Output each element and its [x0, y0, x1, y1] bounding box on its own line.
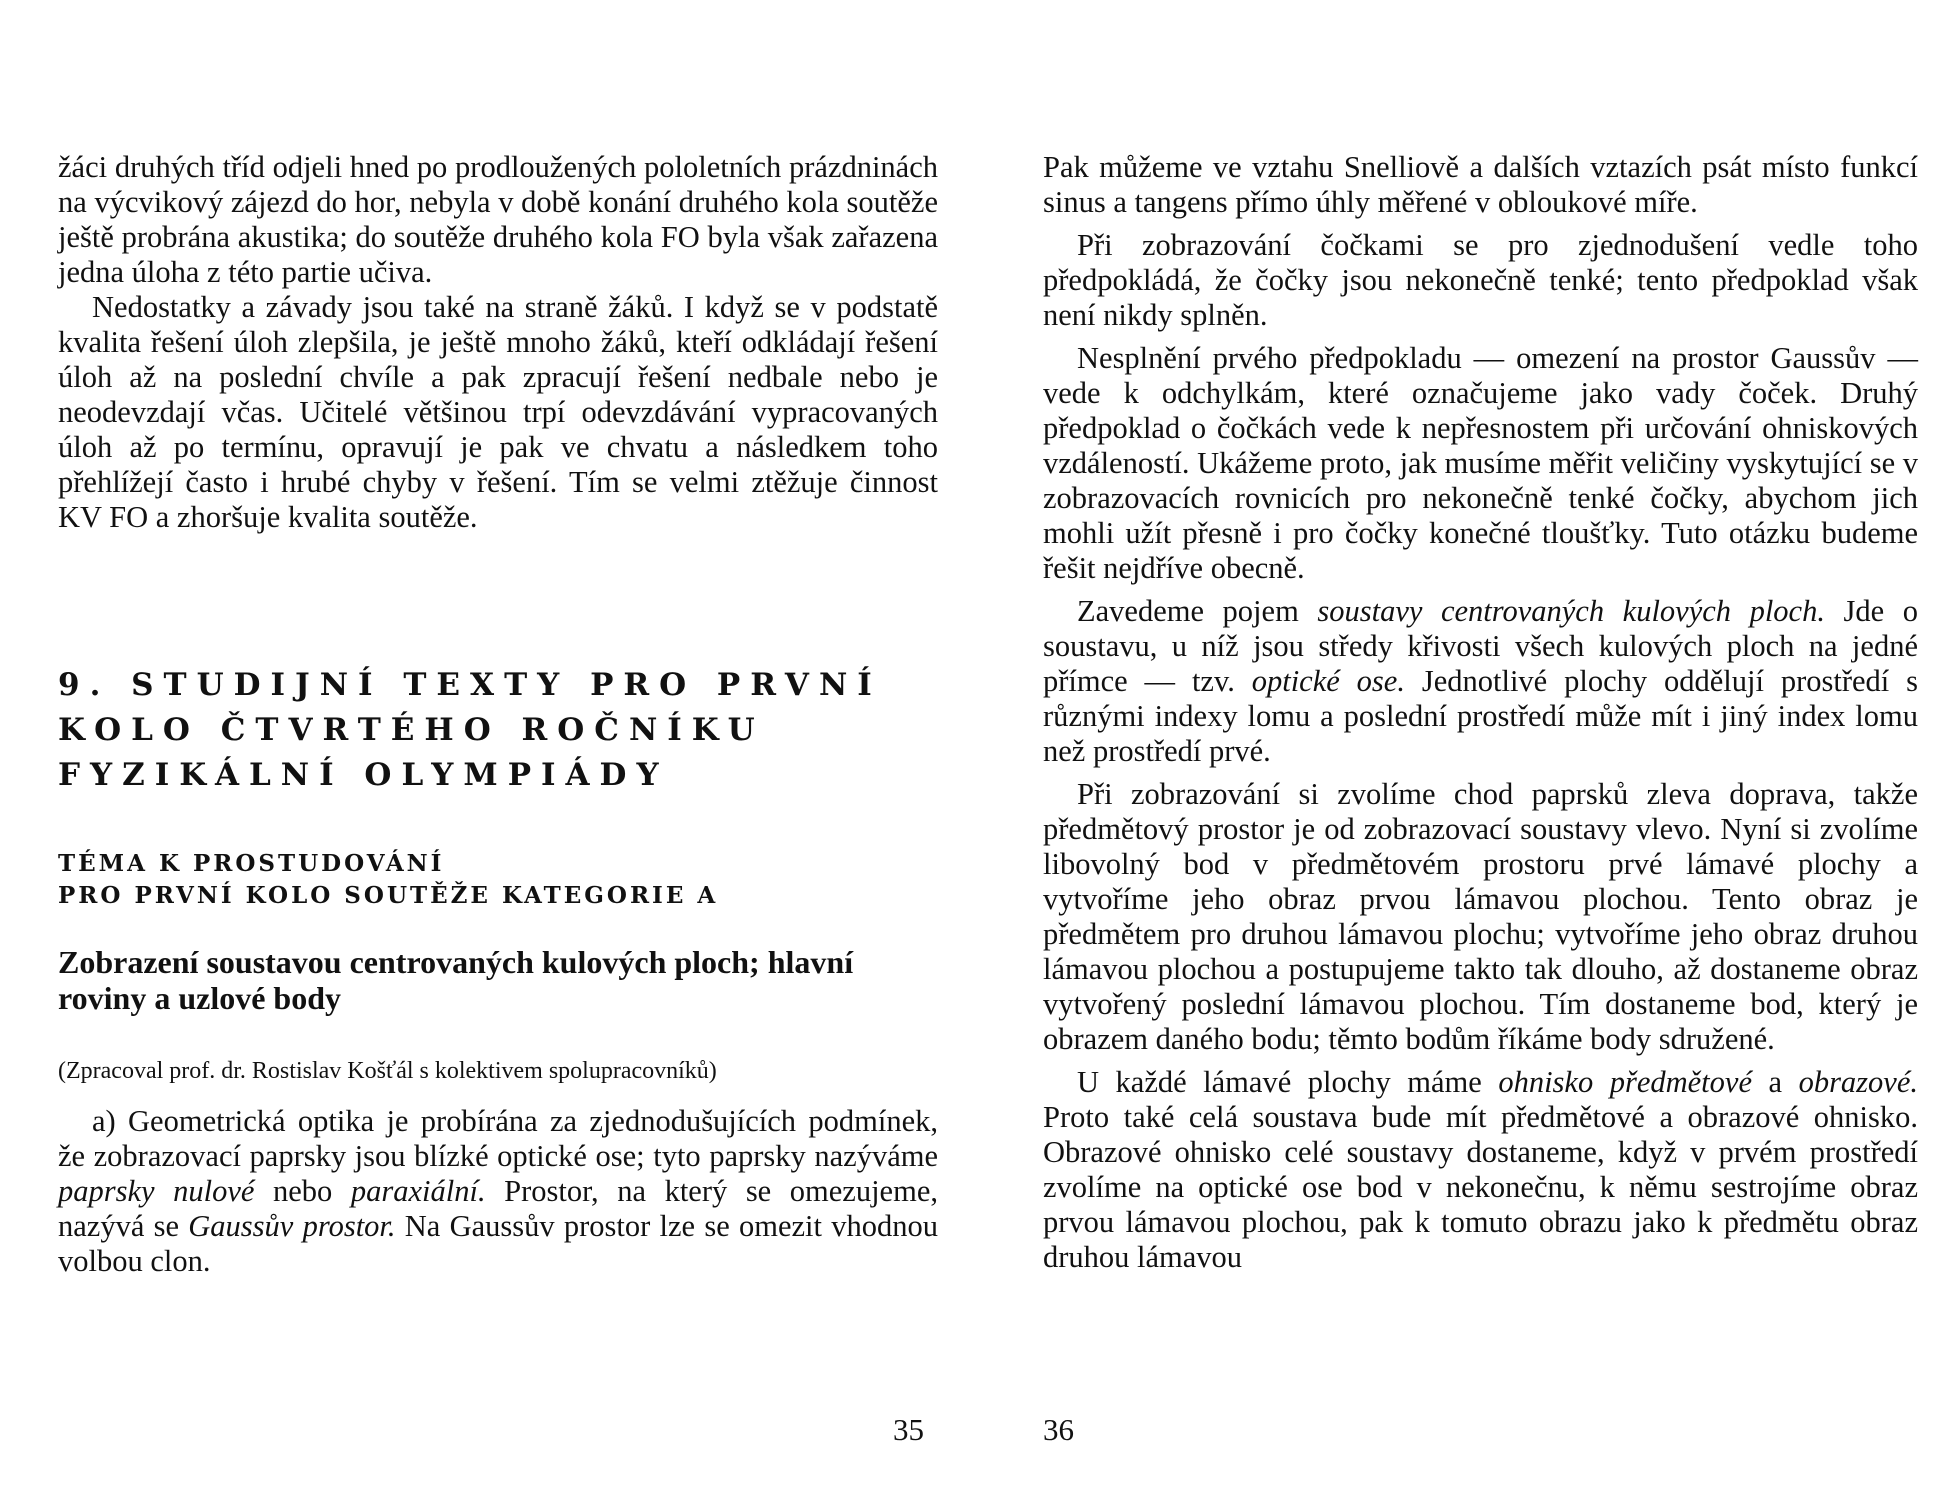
text-span: Prostor, na který se omezujeme, nazývá se [58, 1174, 938, 1243]
author-credit: (Zpracoval prof. dr. Rostislav Košťál s kolektivem spolupracovníků) [58, 1058, 717, 1084]
right-paragraph-2: Při zobrazování čočkami se pro zjednodušení vedle toho předpokládá, že čočky jsou nekonečně tenké; tento předpoklad však není nikdy splněn. [1043, 228, 1918, 332]
text-span: Proto také celá soustava bude mít předmětové a obrazové ohnisko. Obrazové ohnisko celé soustavy dostaneme, když v prvém prostředí zvolíme na optické ose bod v nekonečnu, k němu sestrojíme obraz prvou lámavou plochou, pak k tomuto obrazu jako k předmětu obraz druhou lámavou [1043, 1100, 1918, 1274]
term-optical-axis: optické ose. [1251, 664, 1405, 698]
text-span: Jednotlivé plochy oddělují prostředí s různými indexy lomu a poslední prostředí může mít i jiný index lomu než prostředí prvé. [1043, 664, 1919, 768]
right-page [1043, 150, 1918, 1275]
page-number-right: 36 [1043, 1412, 1074, 1447]
term-paraxial-rays: paprsky nulové [58, 1174, 255, 1208]
text-span: a [1751, 1065, 1799, 1099]
term-gauss-space: Gaussův prostor. [188, 1209, 396, 1243]
right-paragraph-5: Při zobrazování si zvolíme chod paprsků zleva doprava, takže předmětový prostor je od zobrazovací soustavy vlevo. Nyní si zvolíme libovolný bod v předmětovém prostoru prvé lámavé plochy a vytvoříme jeho obraz prvou lámavou plochou. Tento obraz je předmětem pro druhou lámavou plochu; vytvoříme jeho obraz druhou lámavou plochou a postupujeme takto tak dlouho, až dostaneme obraz vytvořený poslední lámavou plochou. Tím dostaneme bod, který je obrazem daného bodu; těmto bodům říkáme body sdružené. [1043, 777, 1918, 1056]
text-span: a) Geometrická optika je probírána za zjednodušujících podmínek, že zobrazovací paprsky jsou blízké optické ose; tyto paprsky nazýváme [58, 1104, 938, 1173]
topic-heading-line-1: TÉMA K PROSTUDOVÁNÍ [58, 850, 445, 877]
text-span: Na Gaussův prostor lze se omezit vhodnou volbou clon. [58, 1209, 938, 1278]
chapter-heading: 9. STUDIJNÍ TEXTY PRO PRVNÍ KOLO ČTVRTÉHO ROČNÍKU FYZIKÁLNÍ OLYMPIÁDY [58, 667, 882, 793]
text-span: Jde o soustavu, u níž jsou středy křivosti všech kulových ploch na jedné přímce — tzv. [1043, 594, 1918, 698]
term-image-focus: obrazové. [1798, 1065, 1919, 1099]
left-paragraph-2: Nedostatky a závady jsou také na straně žáků. I když se v podstatě kvalita řešení úloh zlepšila, je ještě mnoho žáků, kteří odkládají řešení úloh až na poslední chvíle a pak zpracují řešení nedbale nebo je neodevzdají včas. Učitelé většinou trpí odevzdávání vypracovaných úloh až po termínu, opravují je pak ve chvatu a následkem toho přehlížejí často i hrubé chyby v řešení. Tím se velmi ztěžuje činnost KV FO a zhoršuje kvalita soutěže. [58, 290, 938, 534]
left-paragraph-1: žáci druhých tříd odjeli hned po prodloužených pololetních prázdninách na výcvikový zájezd do hor, nebyla v době konání druhého kola soutěže ještě probrána akustika; do soutěže druhého kola FO byla však zařazena jedna úloha z této partie učiva. [58, 150, 938, 289]
page-number-left: 35 [893, 1412, 924, 1447]
text-span: U každé lámavé plochy máme [1077, 1065, 1499, 1099]
term-object-focus: ohnisko předmětové [1498, 1065, 1752, 1099]
left-page [58, 150, 938, 1279]
section-title: Zobrazení soustavou centrovaných kulových ploch; hlavní roviny a uzlové body [58, 944, 854, 1016]
text-span: Zavedeme pojem [1077, 594, 1318, 628]
topic-heading-line-2: PRO PRVNÍ KOLO SOUTĚŽE KATEGORIE A [58, 882, 719, 909]
right-paragraph-1: Pak můžeme ve vztahu Snelliově a dalších vztazích psát místo funkcí sinus a tangens přímo úhly měřené v obloukové míře. [1043, 150, 1918, 219]
right-paragraph-4 [1043, 594, 1918, 769]
text-span: nebo [254, 1174, 351, 1208]
left-paragraph-3 [58, 1104, 938, 1279]
topic-heading [58, 848, 938, 912]
term-centered-system: soustavy centrovaných kulových ploch. [1317, 594, 1825, 628]
right-paragraph-6 [1043, 1065, 1918, 1275]
term-paraxial: paraxiální. [350, 1174, 486, 1208]
right-paragraph-3: Nesplnění prvého předpokladu — omezení na prostor Gaussův — vede k odchylkám, které označujeme jako vady čoček. Druhý předpoklad o čočkách vede k nepřesnostem při určování ohniskových vzdáleností. Ukážeme proto, jak musíme měřit veličiny vyskytující se v zobrazovacích rovnicích pro nekonečně tenké čočky, abychom jich mohli užít přesně i pro čočky konečné tloušťky. Tuto otázku budeme řešit nejdříve obecně. [1043, 341, 1918, 585]
